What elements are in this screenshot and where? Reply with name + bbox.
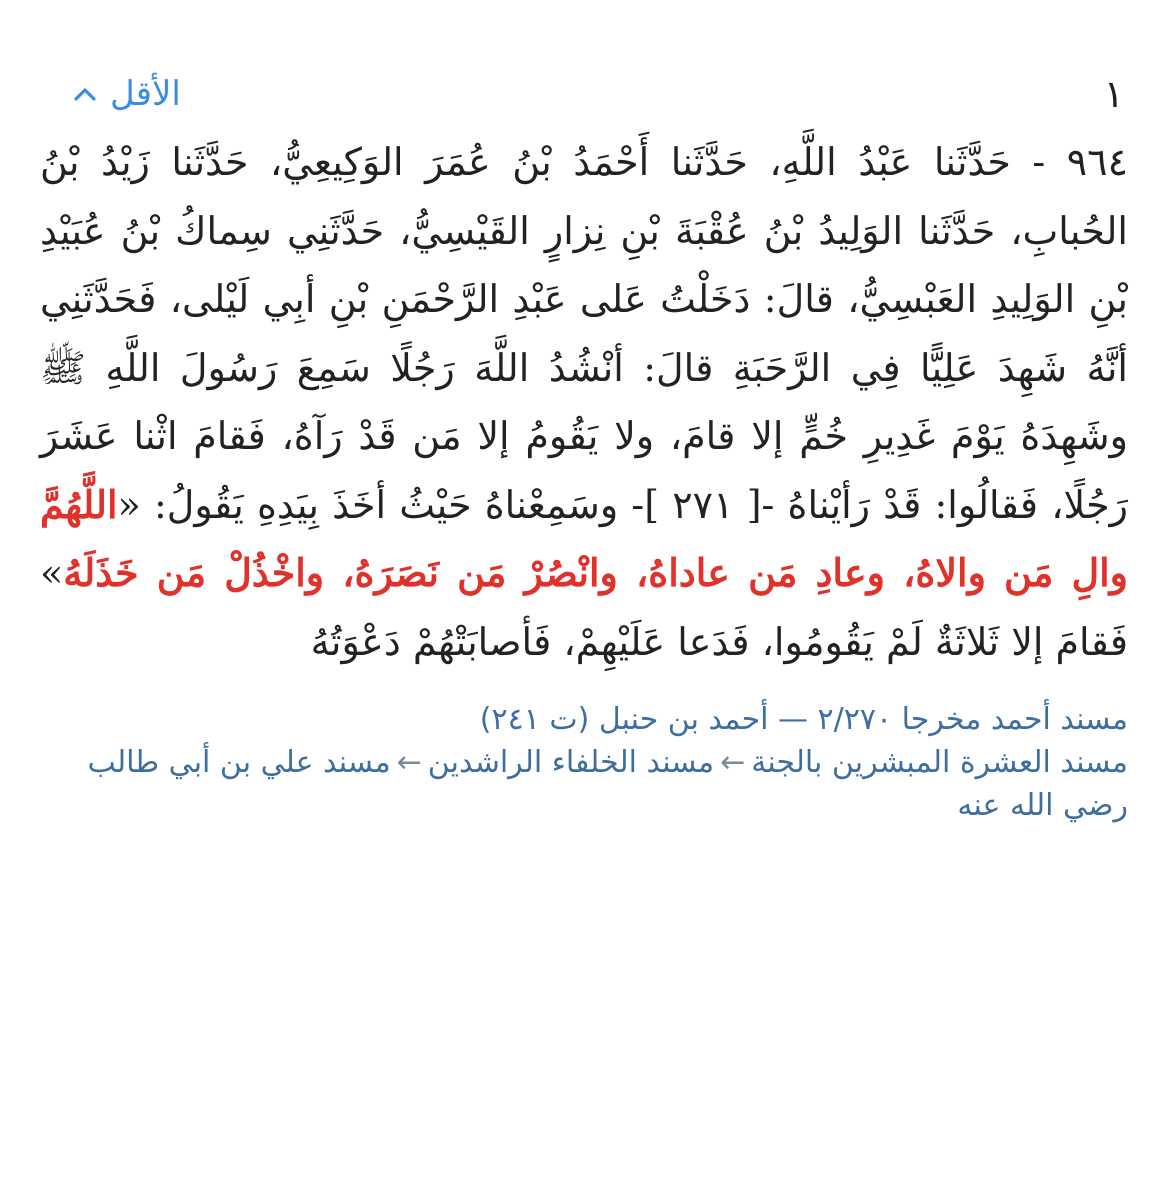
- hadith-text: [40, 128, 1128, 676]
- hadith-text-part2: » فَقامَ إلا ثَلاثَةٌ لَمْ يَقُومُوا، فَدَعا عَلَيْهِمْ، فَأصابَتْهُمْ دَعْوَتُهُ: [40, 551, 1128, 664]
- arrow-left-icon: ←: [396, 745, 422, 780]
- hadith-index: ١: [1103, 72, 1124, 116]
- hadith-header: [40, 62, 1128, 126]
- hadith-card: [40, 62, 1128, 827]
- breadcrumb: [40, 741, 1128, 827]
- hadith-highlight: اللَّهُمَّ والِ مَن والاهُ، وعادِ مَن عاداهُ، وانْصُرْ مَن نَصَرَهُ، واخْذُلْ مَن خَذَلَهُ: [40, 481, 1128, 595]
- arrow-left-icon: ←: [720, 745, 746, 780]
- source-book-link[interactable]: مسند أحمد مخرجا ٢/٢٧٠ — أحمد بن حنبل (ت ٢٤١): [479, 702, 1128, 737]
- hadith-text-part1: ٩٦٤ - حَدَّثَنا عَبْدُ اللَّهِ، حَدَّثَنا أَحْمَدُ بْنُ عُمَرَ الوَكِيعِيُّ، حَدَّثَنا زَيْدُ بْنُ الحُبابِ، حَدَّثَنا الوَلِيدُ بْنُ عُقْبَةَ بْنِ نِزارٍ القَيْسِيُّ، حَدَّثَنِي سِماكُ بْنُ عُبَيْدِ بْنِ الوَلِيدِ العَبْسِيُّ، قالَ: دَخَلْتُ عَلى عَبْدِ الرَّحْمَنِ بْنِ أبِي لَيْلى، فَحَدَّثَنِي أنَّهُ شَهِدَ عَلِيًّا فِي الرَّحَبَةِ قالَ: أنْشُدُ اللَّهَ رَجُلًا سَمِعَ رَسُولَ اللَّهِ ﷺ وشَهِدَهُ يَوْمَ غَدِيرِ خُمٍّ إلا قامَ، ولا يَقُومُ إلا مَن قَدْ رَآهُ، فَقامَ اثْنا عَشَرَ رَجُلًا، فَقالُوا: قَدْ رَأيْناهُ -[ ٢٧١ ]- وسَمِعْناهُ حَيْثُ أخَذَ بِيَدِهِ يَقُولُ: «: [40, 140, 1128, 527]
- breadcrumb-item-khulafa[interactable]: مسند الخلفاء الراشدين: [427, 745, 715, 780]
- collapse-button[interactable]: [40, 74, 181, 114]
- source-reference: [40, 698, 1128, 827]
- collapse-label: الأقل: [110, 74, 181, 114]
- breadcrumb-item-ashara[interactable]: مسند العشرة المبشرين بالجنة: [751, 745, 1128, 780]
- chevron-up-icon: [74, 87, 96, 101]
- breadcrumb-item-ali[interactable]: مسند علي بن أبي طالب رضي الله عنه: [87, 745, 1128, 823]
